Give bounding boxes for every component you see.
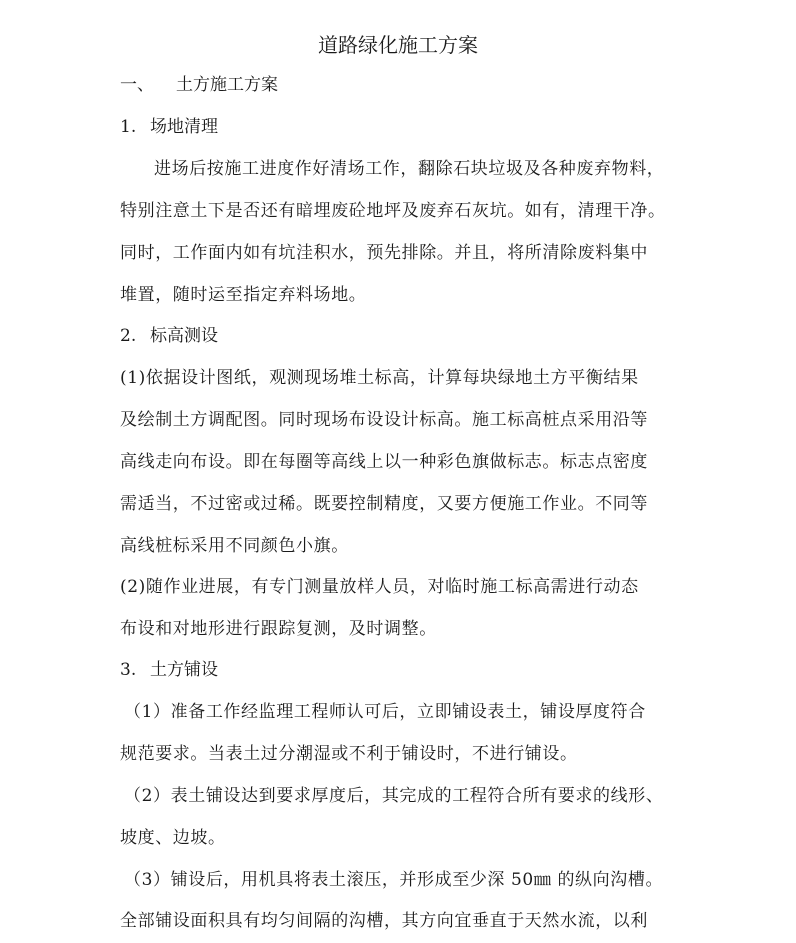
subheading-number: 3. bbox=[120, 660, 137, 680]
paragraph-line: （1）准备工作经监理工程师认可后，立即铺设表土，铺设厚度符合 bbox=[124, 702, 646, 722]
subheading-number: 1. bbox=[120, 117, 137, 137]
subheading-elevation-survey bbox=[120, 323, 218, 349]
subheading-label: 标高测设 bbox=[150, 326, 218, 346]
paragraph-line: 同时，工作面内如有坑洼积水，预先排除。并且，将所清除废料集中 bbox=[120, 243, 648, 263]
subheading-label: 土方铺设 bbox=[150, 660, 218, 680]
paragraph-line: 规范要求。当表土过分潮湿或不利于铺设时，不进行铺设。 bbox=[120, 744, 578, 764]
subheading-number: 2. bbox=[120, 326, 137, 346]
subheading-soil-laying bbox=[120, 657, 218, 683]
paragraph-line: （3）铺设后，用机具将表土滚压，并形成至少深 50㎜ 的纵向沟槽。 bbox=[124, 870, 664, 890]
paragraph-line: 高线桩标采用不同颜色小旗。 bbox=[120, 536, 349, 556]
paragraph-line: 及绘制土方调配图。同时现场布设设计标高。施工标高桩点采用沿等 bbox=[120, 410, 648, 430]
paragraph-line: 需适当，不过密或过稀。既要控制精度，又要方便施工作业。不同等 bbox=[120, 494, 648, 514]
paragraph-line: 全部铺设面积具有均匀间隔的沟槽，其方向宜垂直于天然水流，以利 bbox=[120, 911, 648, 931]
subheading-site-clearing bbox=[120, 114, 218, 140]
paragraph-line: 布设和对地形进行跟踪复测，及时调整。 bbox=[120, 619, 437, 639]
section-heading-earthwork bbox=[120, 72, 278, 98]
document-title: 道路绿化施工方案 bbox=[318, 33, 478, 57]
subheading-label: 场地清理 bbox=[150, 117, 218, 137]
paragraph-line: (1)依据设计图纸，观测现场堆土标高，计算每块绿地土方平衡结果 bbox=[120, 368, 639, 388]
section-number: 一、 bbox=[120, 75, 154, 95]
paragraph-line: (2)随作业进展，有专门测量放样人员，对临时施工标高需进行动态 bbox=[120, 577, 639, 597]
section-label: 土方施工方案 bbox=[176, 75, 278, 95]
paragraph-line: 堆置，随时运至指定弃料场地。 bbox=[120, 285, 367, 305]
paragraph-line: 坡度、边坡。 bbox=[120, 828, 226, 848]
paragraph-line: 进场后按施工进度作好清场工作，翻除石块垃圾及各种废弃物料， bbox=[154, 159, 665, 179]
paragraph-line: 高线走向布设。即在每圈等高线上以一种彩色旗做标志。标志点密度 bbox=[120, 452, 648, 472]
paragraph-line: 特别注意土下是否还有暗埋废砼地坪及废弃石灰坑。如有，清理干净。 bbox=[120, 201, 666, 221]
paragraph-line: （2）表土铺设达到要求厚度后，其完成的工程符合所有要求的线形、 bbox=[124, 786, 664, 806]
